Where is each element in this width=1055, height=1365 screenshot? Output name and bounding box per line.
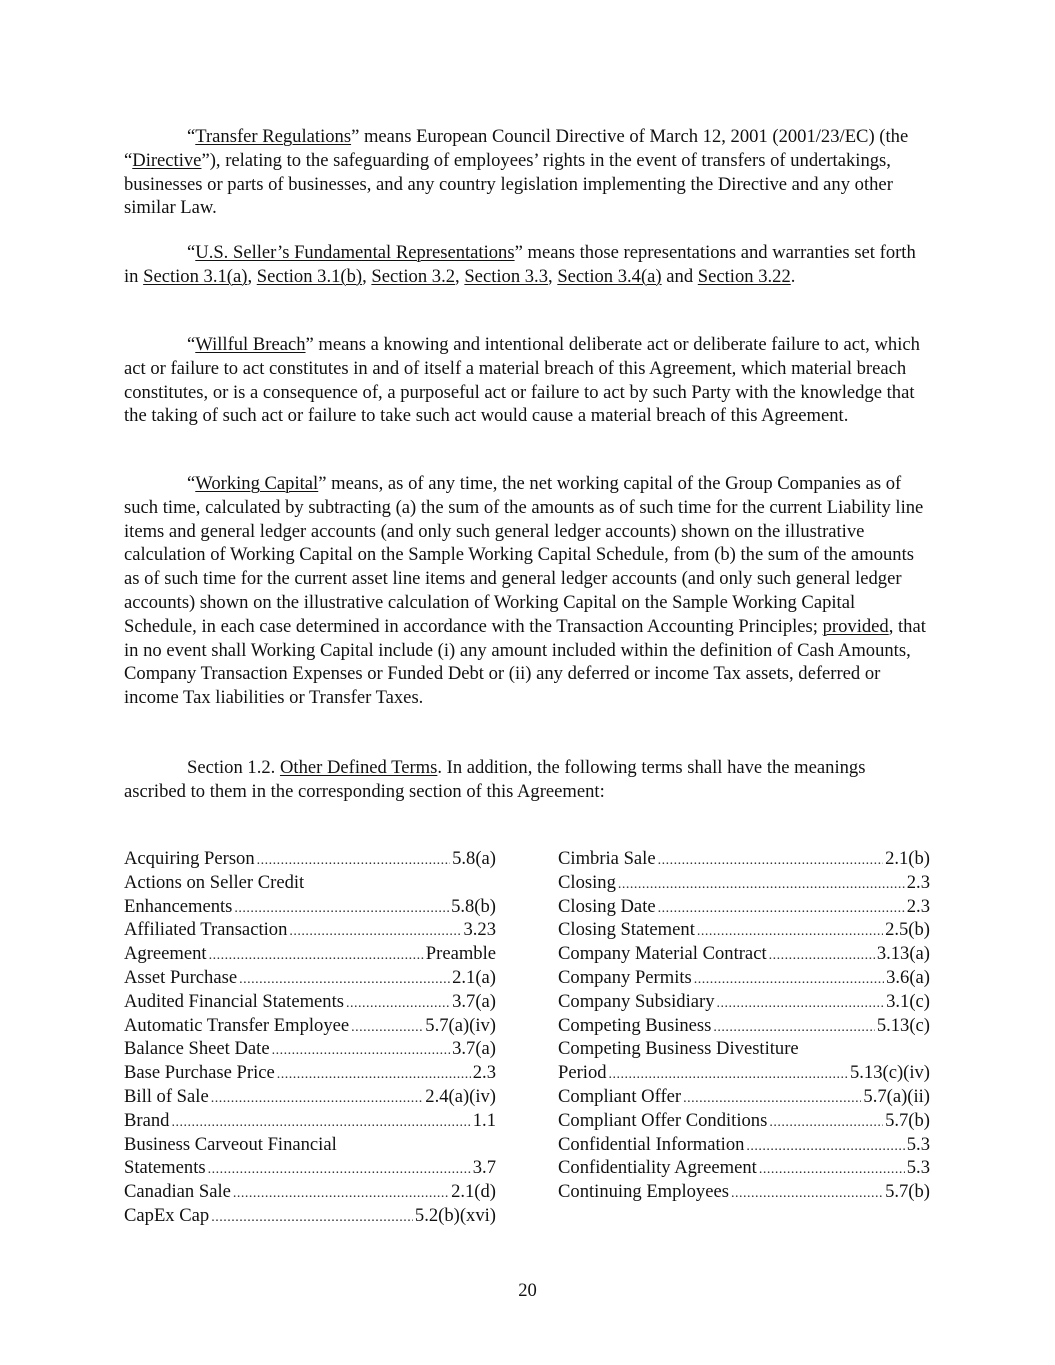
- index-entry: [124, 1204, 496, 1228]
- section-reference: Section 3.4(a): [557, 265, 662, 287]
- index-term: Continuing Employees: [558, 1181, 729, 1203]
- dot-leader: [769, 944, 875, 968]
- index-section-ref: 5.3: [906, 1133, 930, 1155]
- definition-us-seller-fundamental-representations: [124, 241, 932, 289]
- index-term: Actions on Seller Credit: [124, 871, 305, 893]
- index-term: Acquiring Person: [124, 848, 255, 869]
- index-entry: [558, 1085, 930, 1109]
- dot-leader: [658, 849, 883, 873]
- index-section-ref: 5.8(b): [451, 895, 496, 917]
- index-entry: [558, 990, 930, 1014]
- index-term: CapEx Cap: [124, 1204, 210, 1226]
- dot-leader: [746, 1135, 904, 1159]
- index-entry: [558, 1156, 930, 1180]
- index-term: Enhancements: [124, 895, 233, 917]
- index-section-ref: 2.5(b): [885, 919, 930, 941]
- separator: ,: [548, 265, 558, 287]
- dot-leader: [208, 1158, 471, 1182]
- index-entry: [124, 942, 496, 966]
- index-entry: [124, 1180, 496, 1204]
- index-term: Automatic Transfer Employee: [124, 1014, 350, 1036]
- definition-working-capital: [124, 472, 932, 710]
- definition-transfer-regulations: [124, 125, 932, 220]
- index-term: Bill of Sale: [124, 1085, 209, 1107]
- index-entry: [124, 1133, 496, 1157]
- index-section-ref: 2.1(b): [885, 848, 930, 869]
- section-reference: Section 3.2: [371, 265, 456, 287]
- index-entry: [124, 895, 496, 919]
- index-entry: [124, 871, 496, 895]
- index-section-ref: 2.3: [906, 895, 930, 917]
- index-entry: [558, 1109, 930, 1133]
- separator: ,: [455, 265, 465, 287]
- defined-term: Transfer Regulations: [195, 126, 352, 147]
- index-term: Audited Financial Statements: [124, 990, 344, 1012]
- index-term: Compliant Offer Conditions: [558, 1109, 768, 1131]
- dot-leader: [277, 1063, 471, 1087]
- index-section-ref: 3.7(a): [452, 990, 496, 1012]
- index-section-ref: 2.4(a)(iv): [425, 1085, 496, 1107]
- dot-leader: [239, 968, 450, 992]
- index-term: Closing Statement: [558, 919, 695, 941]
- index-term: Affiliated Transaction: [124, 919, 288, 941]
- index-entry: [124, 1014, 496, 1038]
- section-1-2-paragraph: [124, 756, 932, 804]
- separator: ,: [362, 265, 372, 287]
- dot-leader: [209, 944, 424, 968]
- dot-leader: [609, 1063, 848, 1087]
- index-entry: [124, 847, 496, 871]
- index-entry: [558, 1014, 930, 1038]
- index-entry: [124, 1037, 496, 1061]
- index-term: Competing Business: [558, 1014, 712, 1036]
- index-term: Closing Date: [558, 895, 656, 917]
- definition-text: ” means, as of any time, the net working capital of the Group Companies as of such time, calculated by subtracting (a) the sum of the amounts as of such time for the current Liability line items and general ledger accounts (and only such general ledger accounts) shown on the illustrative calculation of Working Capital on the Sample Working Capital Schedule, from (b) the sum of the amounts as of such time for the current asset line items and general ledger accounts (and only such general ledger accounts) shown on the illustrative calculation of Working Capital on the Sample Working Capital Schedule, in each case determined in accordance with the Transaction Accounting Principles;: [124, 473, 924, 637]
- dot-leader: [257, 849, 450, 873]
- provided-term: provided: [822, 615, 889, 637]
- index-entry: [124, 1156, 496, 1180]
- index-section-ref: 5.3: [906, 1157, 930, 1179]
- index-entry: [558, 942, 930, 966]
- index-entry: [558, 895, 930, 919]
- index-term: Balance Sheet Date: [124, 1038, 270, 1060]
- dot-leader: [234, 897, 449, 921]
- index-section-ref: 5.8(a): [452, 848, 496, 869]
- defined-term: Directive: [132, 149, 202, 171]
- definition-text: ” means those representations and warranties set forth in: [124, 242, 916, 287]
- index-section-ref: 5.7(b): [885, 1109, 930, 1131]
- index-entry: [558, 871, 930, 895]
- index-entry: [558, 966, 930, 990]
- open-quote: “: [187, 334, 196, 355]
- index-section-ref: 3.7(a): [452, 1038, 496, 1060]
- index-entry: [558, 1133, 930, 1157]
- defined-term: U.S. Seller’s Fundamental Representations: [195, 242, 515, 263]
- index-term: Company Permits: [558, 966, 692, 988]
- defined-terms-index-right: [558, 847, 930, 1204]
- index-section-ref: Preamble: [425, 943, 496, 965]
- index-term: Asset Purchase: [124, 966, 238, 988]
- section-number: Section 1.2.: [187, 757, 276, 778]
- dot-leader: [713, 1016, 874, 1040]
- defined-terms-index-left: [124, 847, 496, 1228]
- section-reference: Section 3.1(b): [256, 265, 363, 287]
- index-entry: [124, 1109, 496, 1133]
- dot-leader: [717, 992, 885, 1016]
- index-entry: [558, 1180, 930, 1204]
- index-section-ref: 2.3: [472, 1062, 496, 1084]
- dot-leader: [211, 1206, 413, 1230]
- defined-term: Working Capital: [195, 473, 319, 494]
- index-entry: [124, 918, 496, 942]
- index-section-ref: 3.6(a): [886, 966, 930, 988]
- index-section-ref: 2.1(d): [451, 1181, 496, 1203]
- index-entry: [124, 1061, 496, 1085]
- index-entry: [558, 847, 930, 871]
- index-term: Agreement: [124, 943, 207, 965]
- dot-leader: [211, 1087, 424, 1111]
- definition-text: ” means European Council Directive of March 12, 2001 (2001/23/EC) (the “: [124, 126, 909, 171]
- dot-leader: [694, 968, 884, 992]
- section-title: Other Defined Terms: [279, 757, 438, 778]
- index-term: Confidential Information: [558, 1133, 745, 1155]
- index-entry: [558, 1061, 930, 1085]
- index-term: Period: [558, 1062, 607, 1084]
- dot-leader: [683, 1087, 861, 1111]
- defined-term: Willful Breach: [195, 334, 306, 355]
- page-number: 20: [518, 1280, 537, 1301]
- index-section-ref: 3.13(a): [876, 943, 930, 965]
- dot-leader: [759, 1158, 905, 1182]
- definition-text: ”), relating to the safeguarding of employees’ rights in the event of transfers of undertakings, businesses or parts of businesses, and any country legislation implementing the Directive and any other similar Law.: [124, 149, 893, 219]
- period: .: [790, 265, 796, 287]
- section-reference: Section 3.22: [697, 265, 791, 287]
- definition-text: ” means a knowing and intentional deliberate act or deliberate failure to act, which act or failure to act constitutes in and of itself a material breach of this Agreement, which material breach constitutes, or is a consequence of, a purposeful act or failure to act by such Party with the knowledge that the taking of such act or failure to take such act would cause a material breach of this Agreement.: [124, 334, 920, 427]
- index-entry: [124, 1085, 496, 1109]
- index-term: Company Subsidiary: [558, 990, 715, 1012]
- index-entry: [558, 1037, 930, 1061]
- index-section-ref: 3.23: [463, 919, 496, 941]
- separator: ,: [247, 265, 257, 287]
- index-section-ref: 5.13(c): [876, 1014, 930, 1036]
- dot-leader: [171, 1111, 470, 1135]
- index-term: Statements: [124, 1157, 206, 1179]
- definition-text: , that in no event shall Working Capital include (i) any amount included within the definition of Cash Amounts, Company Transaction Expenses or Funded Debt or (ii) any deferred or income Tax assets, deferred or income Tax liabilities or Transfer Taxes.: [124, 615, 926, 709]
- index-section-ref: 3.7: [472, 1157, 496, 1179]
- dot-leader: [618, 873, 905, 897]
- dot-leader: [697, 920, 883, 944]
- index-section-ref: 5.7(b): [885, 1181, 930, 1203]
- dot-leader: [658, 897, 905, 921]
- definition-willful-breach: [124, 333, 932, 428]
- index-section-ref: 5.13(c)(iv): [849, 1062, 930, 1084]
- dot-leader: [731, 1182, 883, 1206]
- dot-leader: [351, 1016, 423, 1040]
- index-term: Compliant Offer: [558, 1085, 682, 1107]
- open-quote: “: [187, 242, 196, 263]
- index-term: Competing Business Divestiture: [558, 1038, 799, 1060]
- index-section-ref: 2.1(a): [452, 966, 496, 988]
- index-term: Brand: [124, 1109, 170, 1131]
- index-section-ref: 5.2(b)(xvi): [414, 1204, 496, 1226]
- index-section-ref: 5.7(a)(ii): [863, 1085, 930, 1107]
- index-term: Company Material Contract: [558, 943, 767, 965]
- index-section-ref: 3.1(c): [886, 990, 930, 1012]
- dot-leader: [346, 992, 450, 1016]
- index-term: Confidentiality Agreement: [558, 1157, 757, 1179]
- index-term: Closing: [558, 871, 616, 893]
- index-section-ref: 2.3: [906, 871, 930, 893]
- index-entry: [558, 918, 930, 942]
- index-term: Business Carveout Financial: [124, 1133, 337, 1155]
- index-term: Base Purchase Price: [124, 1062, 275, 1084]
- open-quote: “: [187, 473, 196, 494]
- index-term: Cimbria Sale: [558, 848, 656, 869]
- dot-leader: [289, 920, 461, 944]
- index-entry: [124, 966, 496, 990]
- index-section-ref: 5.7(a)(iv): [425, 1014, 496, 1036]
- index-section-ref: 1.1: [472, 1109, 496, 1131]
- dot-leader: [233, 1182, 449, 1206]
- section-reference: Section 3.1(a): [143, 265, 248, 287]
- open-quote: “: [187, 126, 196, 147]
- section-reference: Section 3.3: [464, 265, 549, 287]
- index-entry: [124, 990, 496, 1014]
- section-text: . In addition, the following terms shall have the meanings ascribed to them in the corresponding section of this Agreement:: [124, 757, 866, 802]
- index-term: Canadian Sale: [124, 1181, 231, 1203]
- separator: and: [661, 265, 698, 287]
- dot-leader: [272, 1039, 451, 1063]
- dot-leader: [769, 1111, 883, 1135]
